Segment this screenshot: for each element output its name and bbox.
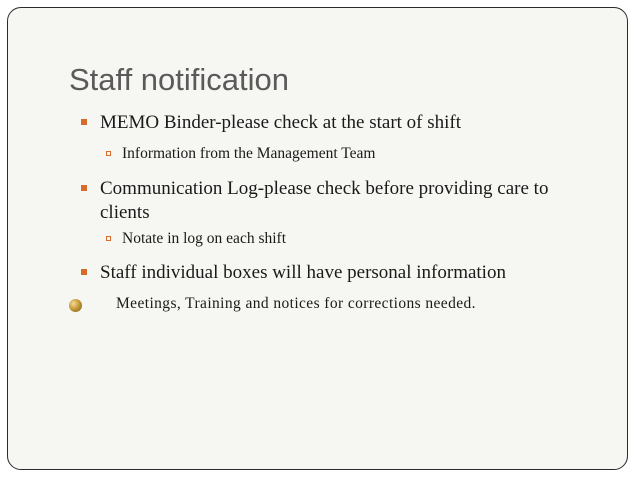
square-bullet-icon xyxy=(81,185,87,191)
sub-bullet-text: Notate in log on each shift xyxy=(122,230,286,247)
gold-ball-bullet-icon xyxy=(69,299,82,312)
slide-title: Staff notification xyxy=(69,62,290,97)
hollow-square-bullet-icon xyxy=(106,236,111,241)
bullet-text: Meetings, Training and notices for corrections needed. xyxy=(116,295,476,312)
bullet-list xyxy=(8,8,627,469)
bullet-text: Staff individual boxes will have personal information xyxy=(100,262,506,283)
bullet-text-line2: clients xyxy=(100,202,150,223)
hollow-square-bullet-icon xyxy=(106,151,111,156)
slide-frame xyxy=(7,7,628,470)
bullet-text: MEMO Binder-please check at the start of shift xyxy=(100,112,462,133)
square-bullet-icon xyxy=(81,269,87,275)
square-bullet-icon xyxy=(81,119,87,125)
bullet-text-line1: Communication Log-please check before providing care to xyxy=(100,178,549,199)
sub-bullet-text: Information from the Management Team xyxy=(122,145,376,162)
